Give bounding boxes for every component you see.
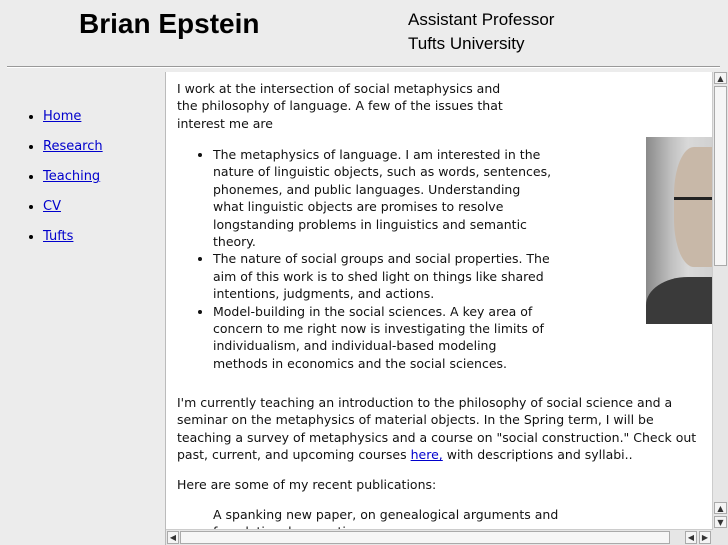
scroll-right-button[interactable]: ▶ (699, 531, 711, 544)
sidebar-frame (0, 72, 163, 545)
scroll-up-button-lower[interactable]: ▲ (714, 502, 727, 514)
nav-link-tufts[interactable]: Tufts (43, 229, 74, 244)
vertical-scroll-thumb[interactable] (714, 86, 727, 266)
sidebar-item-teaching (43, 162, 103, 192)
content-frame[interactable] (165, 72, 728, 545)
vertical-scrollbar[interactable] (712, 72, 728, 530)
affiliation-university: Tufts University (408, 34, 525, 53)
nav-link-research[interactable]: Research (43, 139, 103, 154)
teaching-paragraph (177, 394, 702, 464)
scroll-down-button[interactable]: ▼ (714, 516, 727, 528)
publications-intro: Here are some of my recent publications: (177, 477, 437, 492)
photo-glasses (674, 197, 714, 210)
nav-link-teaching[interactable]: Teaching (43, 169, 101, 184)
sidebar-item-cv (43, 192, 103, 222)
header-divider (7, 66, 720, 68)
sidebar-item-research (43, 132, 103, 162)
teaching-text-end: with descriptions and syllabi.. (442, 447, 633, 463)
sidebar-item-home (43, 102, 103, 132)
teaching-text: I'm currently teaching an introduction to the philosophy of social science and a seminar on the metaphysics of material objects. In the Spring term, I will be teaching a survey of metaphysics and a course on "social construction." Check out past, current, and upcoming courses (177, 395, 697, 463)
courses-link[interactable]: here, (410, 447, 443, 463)
topic-item: • The nature of social groups and social properties. The aim of this work is to shed light on things like shared intentions, judgments, and actions. (213, 250, 553, 302)
research-topics-list (177, 146, 553, 372)
topic-item: • The metaphysics of language. I am interested in the nature of linguistic objects, such as words, sentences, phonemes, and public languages. Understanding what linguistic objects are promises to resolve longstanding problems in linguistics and semantic theory. (213, 146, 553, 250)
scroll-left-button[interactable]: ◀ (167, 531, 179, 544)
site-title: Brian Epstein (79, 8, 260, 39)
scrollbar-corner (713, 530, 728, 545)
scroll-left-button-right[interactable]: ◀ (685, 531, 697, 544)
profile-photo (646, 137, 716, 324)
nav-link-home[interactable]: Home (43, 109, 82, 124)
affiliation (408, 8, 554, 56)
sidebar-item-tufts (43, 222, 103, 252)
scroll-up-button[interactable]: ▲ (714, 72, 727, 84)
publication-item: A spanking new paper, on genealogical arguments and (213, 507, 559, 522)
sidebar-nav (28, 102, 103, 252)
horizontal-scrollbar[interactable] (166, 529, 713, 545)
horizontal-scroll-thumb[interactable] (180, 531, 670, 544)
photo-shirt (646, 277, 716, 324)
affiliation-title: Assistant Professor (408, 10, 555, 29)
intro-paragraph: I work at the intersection of social metaphysics and the philosophy of language. A few of the issues that interest me are (177, 81, 503, 131)
topic-item: • Model-building in the social sciences. A key area of concern to me right now is investigating the limits of individualism, and individual-based modeling methods in economics and the social sciences. (213, 303, 553, 373)
nav-link-cv[interactable]: CV (43, 199, 61, 214)
main-content (166, 72, 713, 529)
page-header (0, 0, 727, 70)
